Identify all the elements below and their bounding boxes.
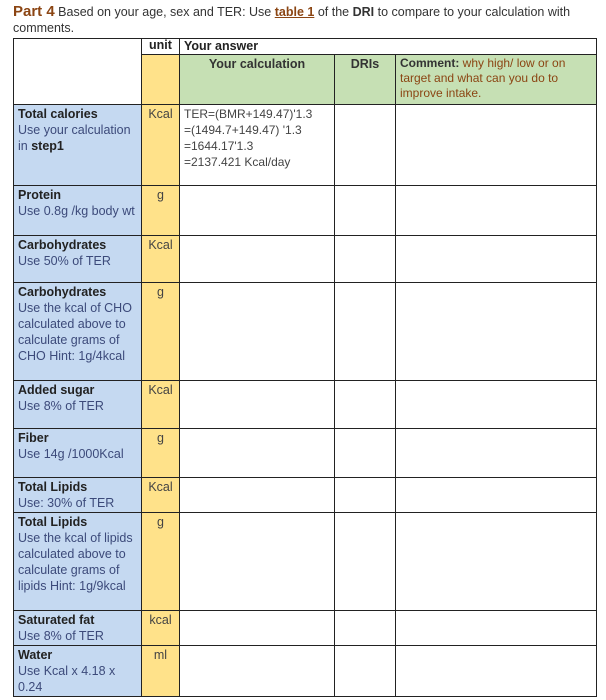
calculation-cell[interactable] (180, 513, 335, 611)
unit-cell: g (142, 513, 180, 611)
instruction-bold-text: step1 (31, 139, 64, 153)
comment-label: Comment: (400, 56, 460, 70)
calculation-cell[interactable] (180, 429, 335, 478)
table-row (14, 236, 597, 283)
header-comment (396, 55, 597, 105)
instruction-text: Use 8% of TER (18, 399, 104, 413)
calculation-line: =2137.421 Kcal/day (184, 155, 291, 169)
header-dris: DRIs (335, 55, 396, 105)
unit-cell: Kcal (142, 381, 180, 429)
comment-cell[interactable] (396, 478, 597, 513)
header-unit: unit (142, 39, 180, 55)
table-row (14, 283, 597, 381)
unit-cell: kcal (142, 611, 180, 646)
table-row (14, 105, 597, 186)
calculation-cell[interactable] (180, 611, 335, 646)
comment-cell[interactable] (396, 646, 597, 697)
calculation-line: =(1494.7+149.47) '1.3 (184, 123, 302, 137)
unit-cell: Kcal (142, 478, 180, 513)
header-your-calculation: Your calculation (180, 55, 335, 105)
calculation-cell[interactable] (180, 381, 335, 429)
nutrient-cell (14, 186, 142, 236)
nutrient-instruction (18, 253, 137, 269)
comment-text: why high/ low or on target and what can you do to improve intake. (400, 56, 566, 100)
comment-cell[interactable] (396, 186, 597, 236)
nutrient-cell (14, 429, 142, 478)
nutrient-name: Fiber (18, 431, 49, 445)
calculation-cell[interactable] (180, 105, 335, 186)
comment-cell[interactable] (396, 429, 597, 478)
table-row (14, 513, 597, 611)
nutrient-cell (14, 513, 142, 611)
table-row (14, 611, 597, 646)
instruction-text: Use 50% of TER (18, 254, 111, 268)
table-row (14, 186, 597, 236)
nutrient-name: Carbohydrates (18, 285, 107, 299)
table-row (14, 429, 597, 478)
intro-text: Based on your age, sex and TER: Use (54, 5, 275, 19)
nutrient-name: Carbohydrates (18, 238, 107, 252)
part4-instructions (13, 4, 598, 36)
table1-link[interactable]: table 1 (274, 5, 315, 19)
dri-cell[interactable] (335, 478, 396, 513)
instruction-text: Use 0.8g /kg body wt (18, 204, 135, 218)
calculation-cell[interactable] (180, 646, 335, 697)
nutrient-instruction (18, 628, 137, 644)
calculation-cell[interactable] (180, 478, 335, 513)
header-unit-fill (142, 55, 180, 105)
comment-cell[interactable] (396, 513, 597, 611)
nutrient-instruction (18, 122, 137, 154)
unit-cell: g (142, 283, 180, 381)
calculation-cell[interactable] (180, 186, 335, 236)
nutrient-cell (14, 105, 142, 186)
dri-comparison-table (13, 38, 597, 697)
dri-cell[interactable] (335, 105, 396, 186)
dri-cell[interactable] (335, 611, 396, 646)
table-row (14, 478, 597, 513)
instruction-text: Use Kcal x 4.18 x 0.24 (18, 664, 116, 694)
nutrient-cell (14, 646, 142, 697)
nutrient-instruction (18, 663, 137, 695)
comment-cell[interactable] (396, 611, 597, 646)
dri-cell[interactable] (335, 429, 396, 478)
header-blank-cell (14, 39, 142, 105)
instruction-text: Use 14g /1000Kcal (18, 447, 124, 461)
dri-cell[interactable] (335, 236, 396, 283)
nutrient-instruction (18, 530, 137, 594)
dri-cell[interactable] (335, 646, 396, 697)
intro-text-2: of the (314, 5, 353, 19)
nutrient-name: Protein (18, 188, 62, 202)
dri-bold-text: DRI (352, 5, 375, 19)
nutrient-name: Total calories (18, 107, 98, 121)
comment-cell[interactable] (396, 236, 597, 283)
calculation-cell[interactable] (180, 283, 335, 381)
dri-cell[interactable] (335, 381, 396, 429)
comment-cell[interactable] (396, 105, 597, 186)
unit-cell: ml (142, 646, 180, 697)
dri-cell[interactable] (335, 513, 396, 611)
calculation-cell[interactable] (180, 236, 335, 283)
calculation-line: =1644.17'1.3 (184, 139, 254, 153)
nutrient-instruction (18, 300, 137, 364)
nutrient-instruction (18, 398, 137, 414)
nutrient-name: Total Lipids (18, 515, 88, 529)
instruction-text: Use your calculation in (18, 123, 131, 153)
nutrient-instruction (18, 495, 137, 511)
nutrient-name: Total Lipids (18, 480, 88, 494)
instruction-text: Use: 30% of TER (18, 496, 115, 510)
comment-cell[interactable] (396, 283, 597, 381)
nutrient-cell (14, 283, 142, 381)
nutrient-cell (14, 236, 142, 283)
nutrient-name: Added sugar (18, 383, 95, 397)
nutrient-instruction (18, 203, 137, 219)
table-row (14, 381, 597, 429)
instruction-text: Use the kcal of lipids calculated above to calculate grams of lipids Hint: 1g/9kcal (18, 531, 133, 593)
intro-text-3: to compare to your calculation with comments. (13, 5, 571, 35)
nutrient-cell (14, 611, 142, 646)
instruction-text: Use 8% of TER (18, 629, 104, 643)
unit-cell: Kcal (142, 105, 180, 186)
unit-cell: g (142, 186, 180, 236)
calculation-line: TER=(BMR+149.47)'1.3 (184, 107, 313, 121)
unit-cell: g (142, 429, 180, 478)
instruction-text: Use the kcal of CHO calculated above to calculate grams of CHO Hint: 1g/4kcal (18, 301, 132, 363)
dri-cell[interactable] (335, 283, 396, 381)
comment-cell[interactable] (396, 381, 597, 429)
nutrient-cell (14, 381, 142, 429)
nutrient-cell (14, 478, 142, 513)
table-row (14, 646, 597, 697)
header-your-answer: Your answer (180, 39, 597, 55)
part-label: Part 4 (13, 3, 55, 20)
nutrient-name: Saturated fat (18, 613, 95, 627)
nutrient-name: Water (18, 648, 53, 662)
dri-cell[interactable] (335, 186, 396, 236)
unit-cell: Kcal (142, 236, 180, 283)
nutrient-instruction (18, 446, 137, 462)
